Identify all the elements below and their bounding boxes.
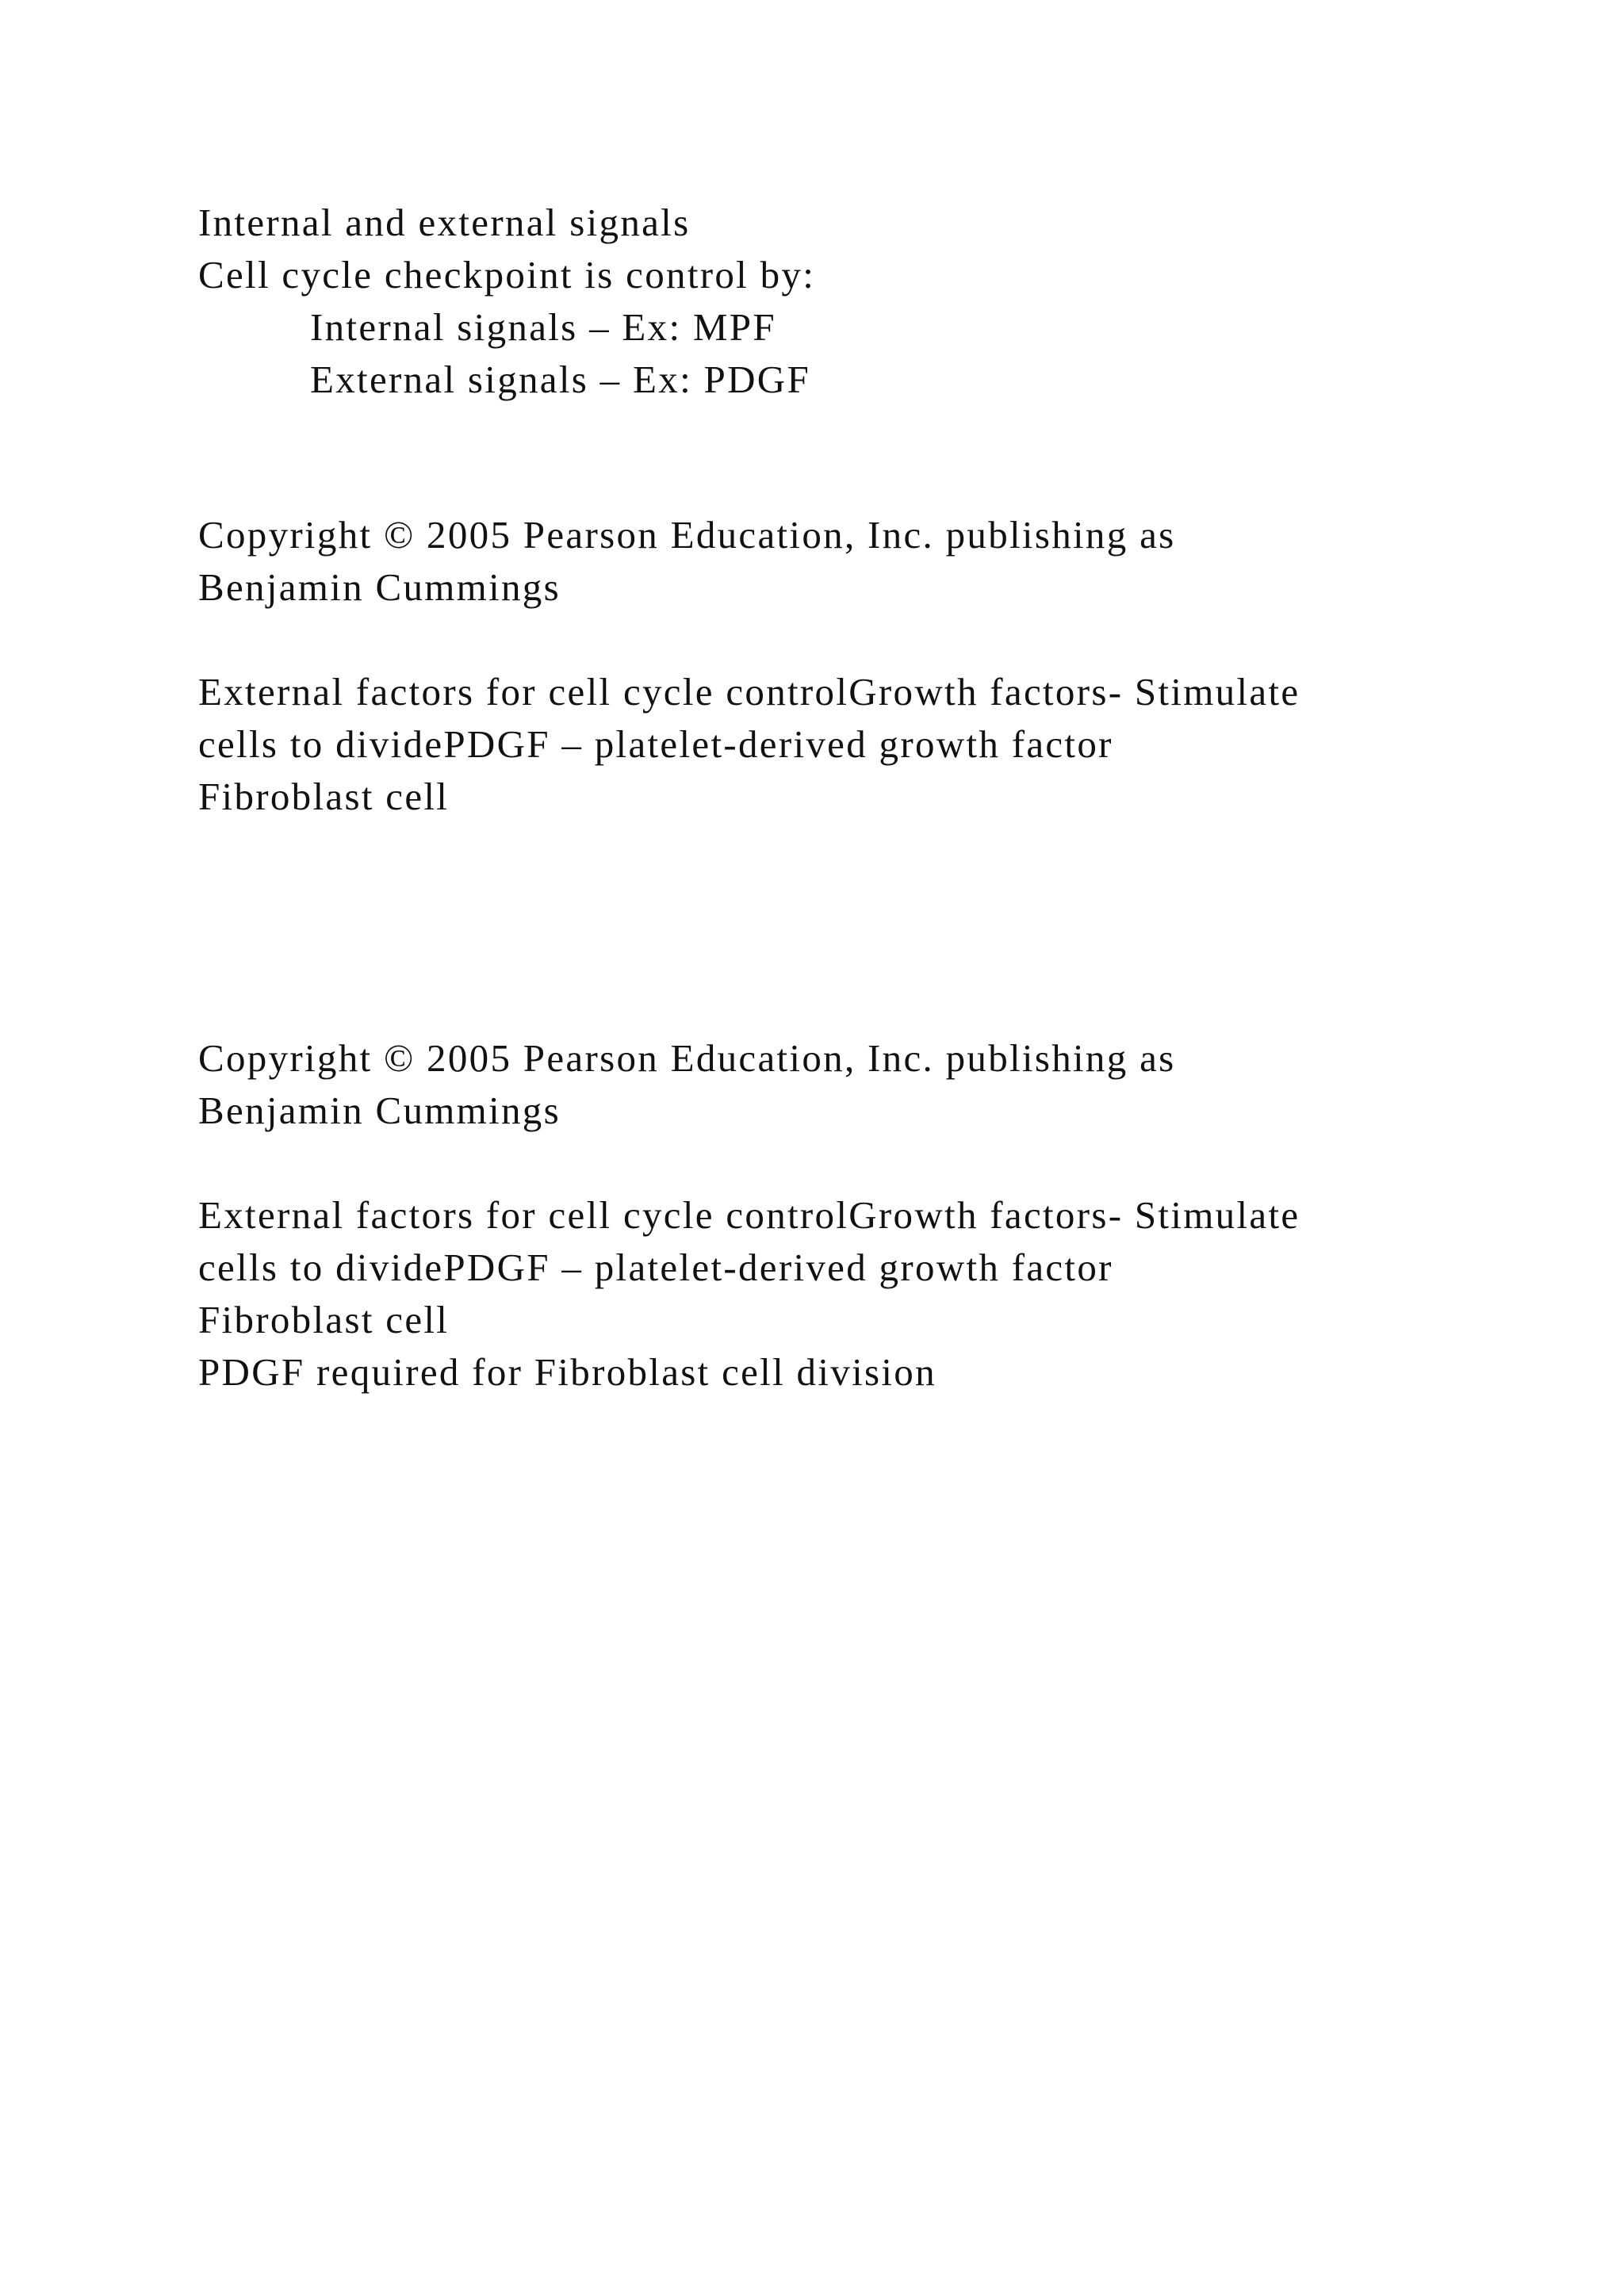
copyright-publisher: Benjamin Cummings <box>198 1089 561 1132</box>
copyright-line: Copyright © 2005 Pearson Education, Inc. publishing as <box>198 1036 1176 1080</box>
text-external-factors: External factors for cell cycle controlGrowth factors- Stimulate <box>198 1193 1300 1237</box>
text-fibroblast-cell: Fibroblast cell <box>198 775 450 818</box>
text-fibroblast-cell: Fibroblast cell <box>198 1298 450 1341</box>
text-external-factors: External factors for cell cycle controlGrowth factors- Stimulate <box>198 670 1300 714</box>
text-pdgf-required: PDGF required for Fibroblast cell division <box>198 1350 936 1394</box>
copyright-line: Copyright © 2005 Pearson Education, Inc. publishing as <box>198 513 1176 557</box>
text-checkpoint-control: Cell cycle checkpoint is control by: <box>198 253 816 297</box>
text-pdgf-definition: cells to dividePDGF – platelet-derived growth factor <box>198 1246 1113 1289</box>
text-external-signals: External signals – Ex: PDGF <box>310 358 811 401</box>
text-pdgf-definition: cells to dividePDGF – platelet-derived growth factor <box>198 722 1113 766</box>
copyright-publisher: Benjamin Cummings <box>198 565 561 609</box>
text-internal-signals: Internal signals – Ex: MPF <box>310 305 776 349</box>
heading-internal-external-signals: Internal and external signals <box>198 201 691 244</box>
